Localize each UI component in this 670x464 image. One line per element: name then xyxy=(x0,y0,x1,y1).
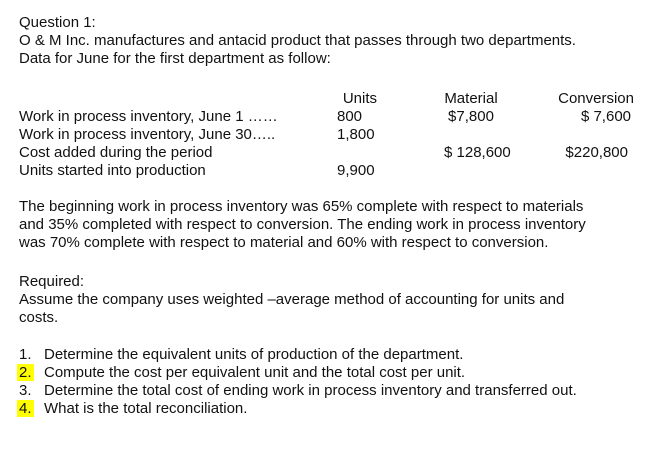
required-line-1: Assume the company uses weighted –average method of accounting for units and xyxy=(19,291,565,308)
row-label: Cost added during the period xyxy=(19,144,213,161)
task-number-highlighted: 4. xyxy=(19,400,32,417)
task-text: Compute the cost per equivalent unit and the total cost per unit. xyxy=(44,364,466,381)
question-intro-line-1: O & M Inc. manufactures and antacid product that passes through two departments. xyxy=(19,32,576,49)
required-line-2: costs. xyxy=(19,309,59,326)
row-conversion: $ 7,600 xyxy=(580,108,631,125)
paragraph-line-2: and 35% completed with respect to conversion. The ending work in process inventory xyxy=(19,216,586,233)
task-number-highlighted: 2. xyxy=(19,364,32,381)
task-text: Determine the equivalent units of production of the department. xyxy=(44,346,464,363)
header-conversion: Conversion xyxy=(558,90,634,107)
question-intro-line-2: Data for June for the first department as follow: xyxy=(19,50,331,67)
header-units: Units xyxy=(342,90,377,107)
required-heading: Required: xyxy=(19,273,85,290)
row-units: 1,800 xyxy=(337,126,375,143)
row-label: Units started into production xyxy=(19,162,206,179)
task-text: Determine the total cost of ending work in process inventory and transferred out. xyxy=(44,382,577,399)
header-material: Material xyxy=(444,90,498,107)
paragraph-line-3: was 70% complete with respect to material and 60% with respect to conversion. xyxy=(19,234,549,251)
row-material: $7,800 xyxy=(448,108,494,125)
task-text: What is the total reconciliation. xyxy=(44,400,248,417)
row-units: 9,900 xyxy=(337,162,375,179)
task-number: 3. xyxy=(19,382,32,399)
paragraph-line-1: The beginning work in process inventory was 65% complete with respect to materials xyxy=(19,198,584,215)
task-number: 1. xyxy=(19,346,32,363)
row-label: Work in process inventory, June 1 …… xyxy=(19,108,278,125)
row-material: $ 128,600 xyxy=(444,144,511,161)
row-conversion: $220,800 xyxy=(565,144,628,161)
row-units: 800 xyxy=(337,108,363,125)
question-title: Question 1: xyxy=(19,14,96,31)
row-label: Work in process inventory, June 30….. xyxy=(19,126,276,143)
